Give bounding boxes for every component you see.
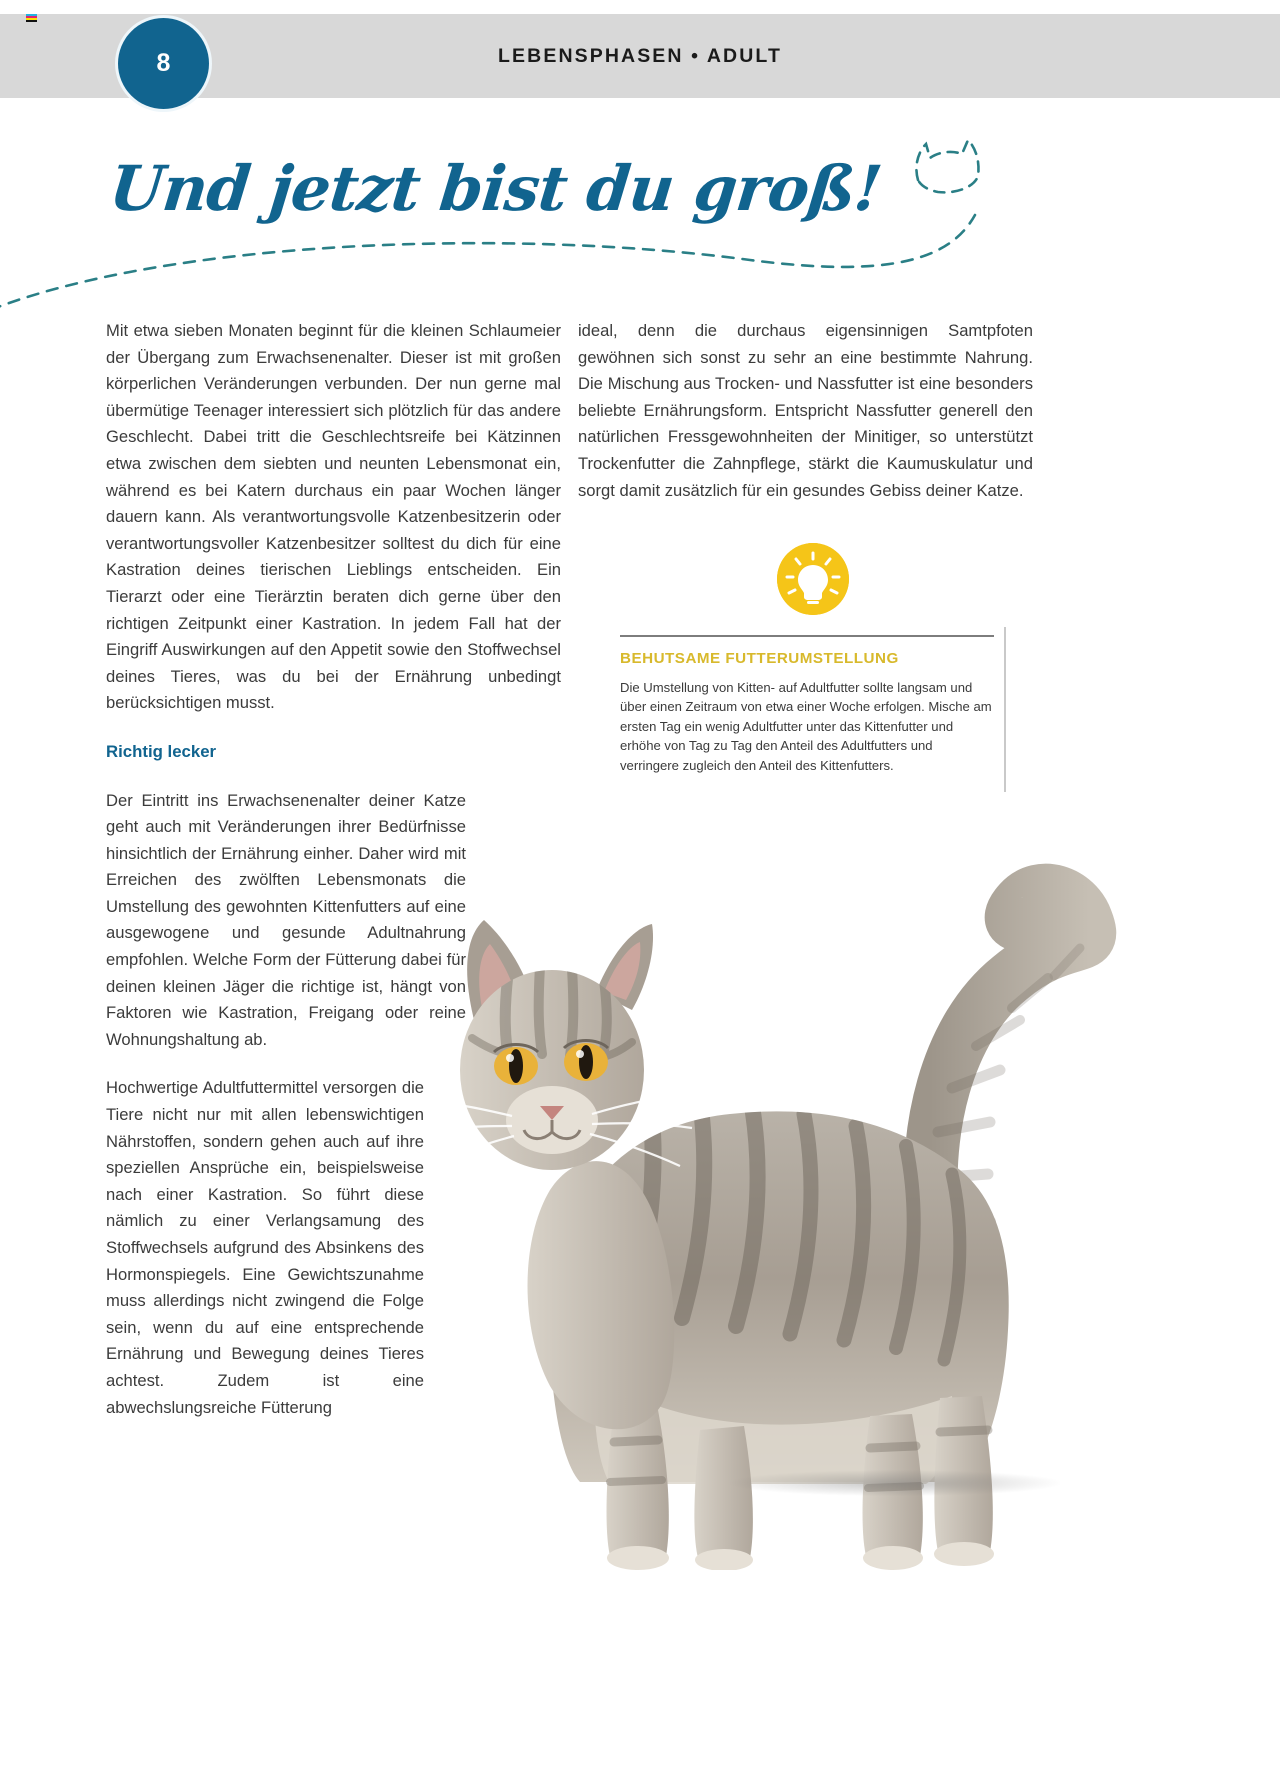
tip-divider [620,635,994,637]
tip-side-rule [1004,627,1006,792]
paragraph-continuation: ideal, denn die durchaus eigensinnigen Samtpfoten gewöhnen sich sonst zu sehr an eine bestimmte Nahrung. Die Mischung aus Trocken- und Nassfutter ist eine besonders beliebte Ernährungsform. Entspricht Nassfutter generell den natürlichen Fressgewohnheiten der Minitiger, so unterstützt Trockenfutter die Zahnpflege, stärkt die Kaumuskulatur und sorgt damit zusätzlich für ein gesundes Gebiss deiner Katze. [578,321,1033,500]
lightbulb-icon [777,543,849,615]
paragraph-adult-food: Hochwertige Adultfuttermittel versorgen die Tiere nicht nur mit allen lebenswichtigen Nährstoffen, sondern gehen auch auf ihre speziellen Ansprüche ein, beispielsweise nach einer Kastration. So führt diese nämlich zu einer Verlangsamung des Stoffwechsels aufgrund des Absinkens des Hormonspiegels. Eine Gewichtszunahme muss allerdings nicht zwingend die Folge sein, wenn du auf eine entsprechende Ernährung und Bewegung deines Tieres achtest. Zudem ist eine abwechslungsreiche Fütterung [106,1078,424,1417]
subheading-richtig-lecker: Richtig lecker [106,741,217,761]
right-text-column [578,318,1033,504]
page-number-label: 8 [156,49,171,77]
page-number-badge [118,18,209,109]
page-title: LEBENSPHASEN • ADULT [498,44,782,67]
paragraph-intro: Mit etwa sieben Monaten beginnt für die kleinen Schlaumeier der Übergang zum Erwachsenenalter. Dieser ist mit großen körperlichen Veränderungen verbunden. Der nun gerne mal übermütige Teenager interessiert sich plötzlich für das andere Geschlecht. Dabei tritt die Geschlechtsreife bei Kätzinnen etwa zwischen dem siebten und neunten Lebensmonat ein, während es bei Katern durchaus ein paar Wochen länger dauern kann. Als verantwortungsvolle Katzenbesitzerin oder verantwortungsvoller Katzenbesitzer solltest du dich für eine Kastration deines tierischen Lieblings entscheiden. Ein Tierarzt oder eine Tierärztin beraten dich gerne über den richtigen Zeitpunkt einer Kastration. In jedem Fall hat der Eingriff Auswirkungen auf den Appetit sowie den Stoffwechsel deines Tieres, was du bei der Ernährung unbedingt berücksichtigen musst. [106,321,561,713]
tip-callout-box [620,635,994,775]
cat-shadow [730,1470,1060,1496]
left-text-column [106,318,561,1421]
tip-title: BEHUTSAME FUTTERUMSTELLUNG [620,650,899,667]
paragraph-nutrition: Der Eintritt ins Erwachsenenalter deiner Katze geht auch mit Veränderungen ihrer Bedürfnisse hinsichtlich der Ernährung einher. Daher wird mit Erreichen des zwölften Lebensmonats die Umstellung des gewohnten Kittenfutters auf eine ausgewogene und gesunde Adultnahrung empfohlen. Welche Form der Fütterung dabei für deinen kleinen Jäger die richtige ist, hängt von Faktoren wie Kastration, Freigang oder reine Wohnungshaltung ab. [106,790,466,1049]
cat-head-doodle-icon [916,140,978,192]
tip-body-text: Die Umstellung von Kitten- auf Adultfutter sollte langsam und über einen Zeitraum von etwa einer Woche erfolgen. Mische am ersten Tag ein wenig Adultfutter unter das Kittenfutter und erhöhe von Tag zu Tag den Anteil des Adultfutters und verringere zugleich den Anteil des Kittenfutters. [620,680,992,773]
page-headline: Und jetzt bist du groß! [106,152,885,225]
